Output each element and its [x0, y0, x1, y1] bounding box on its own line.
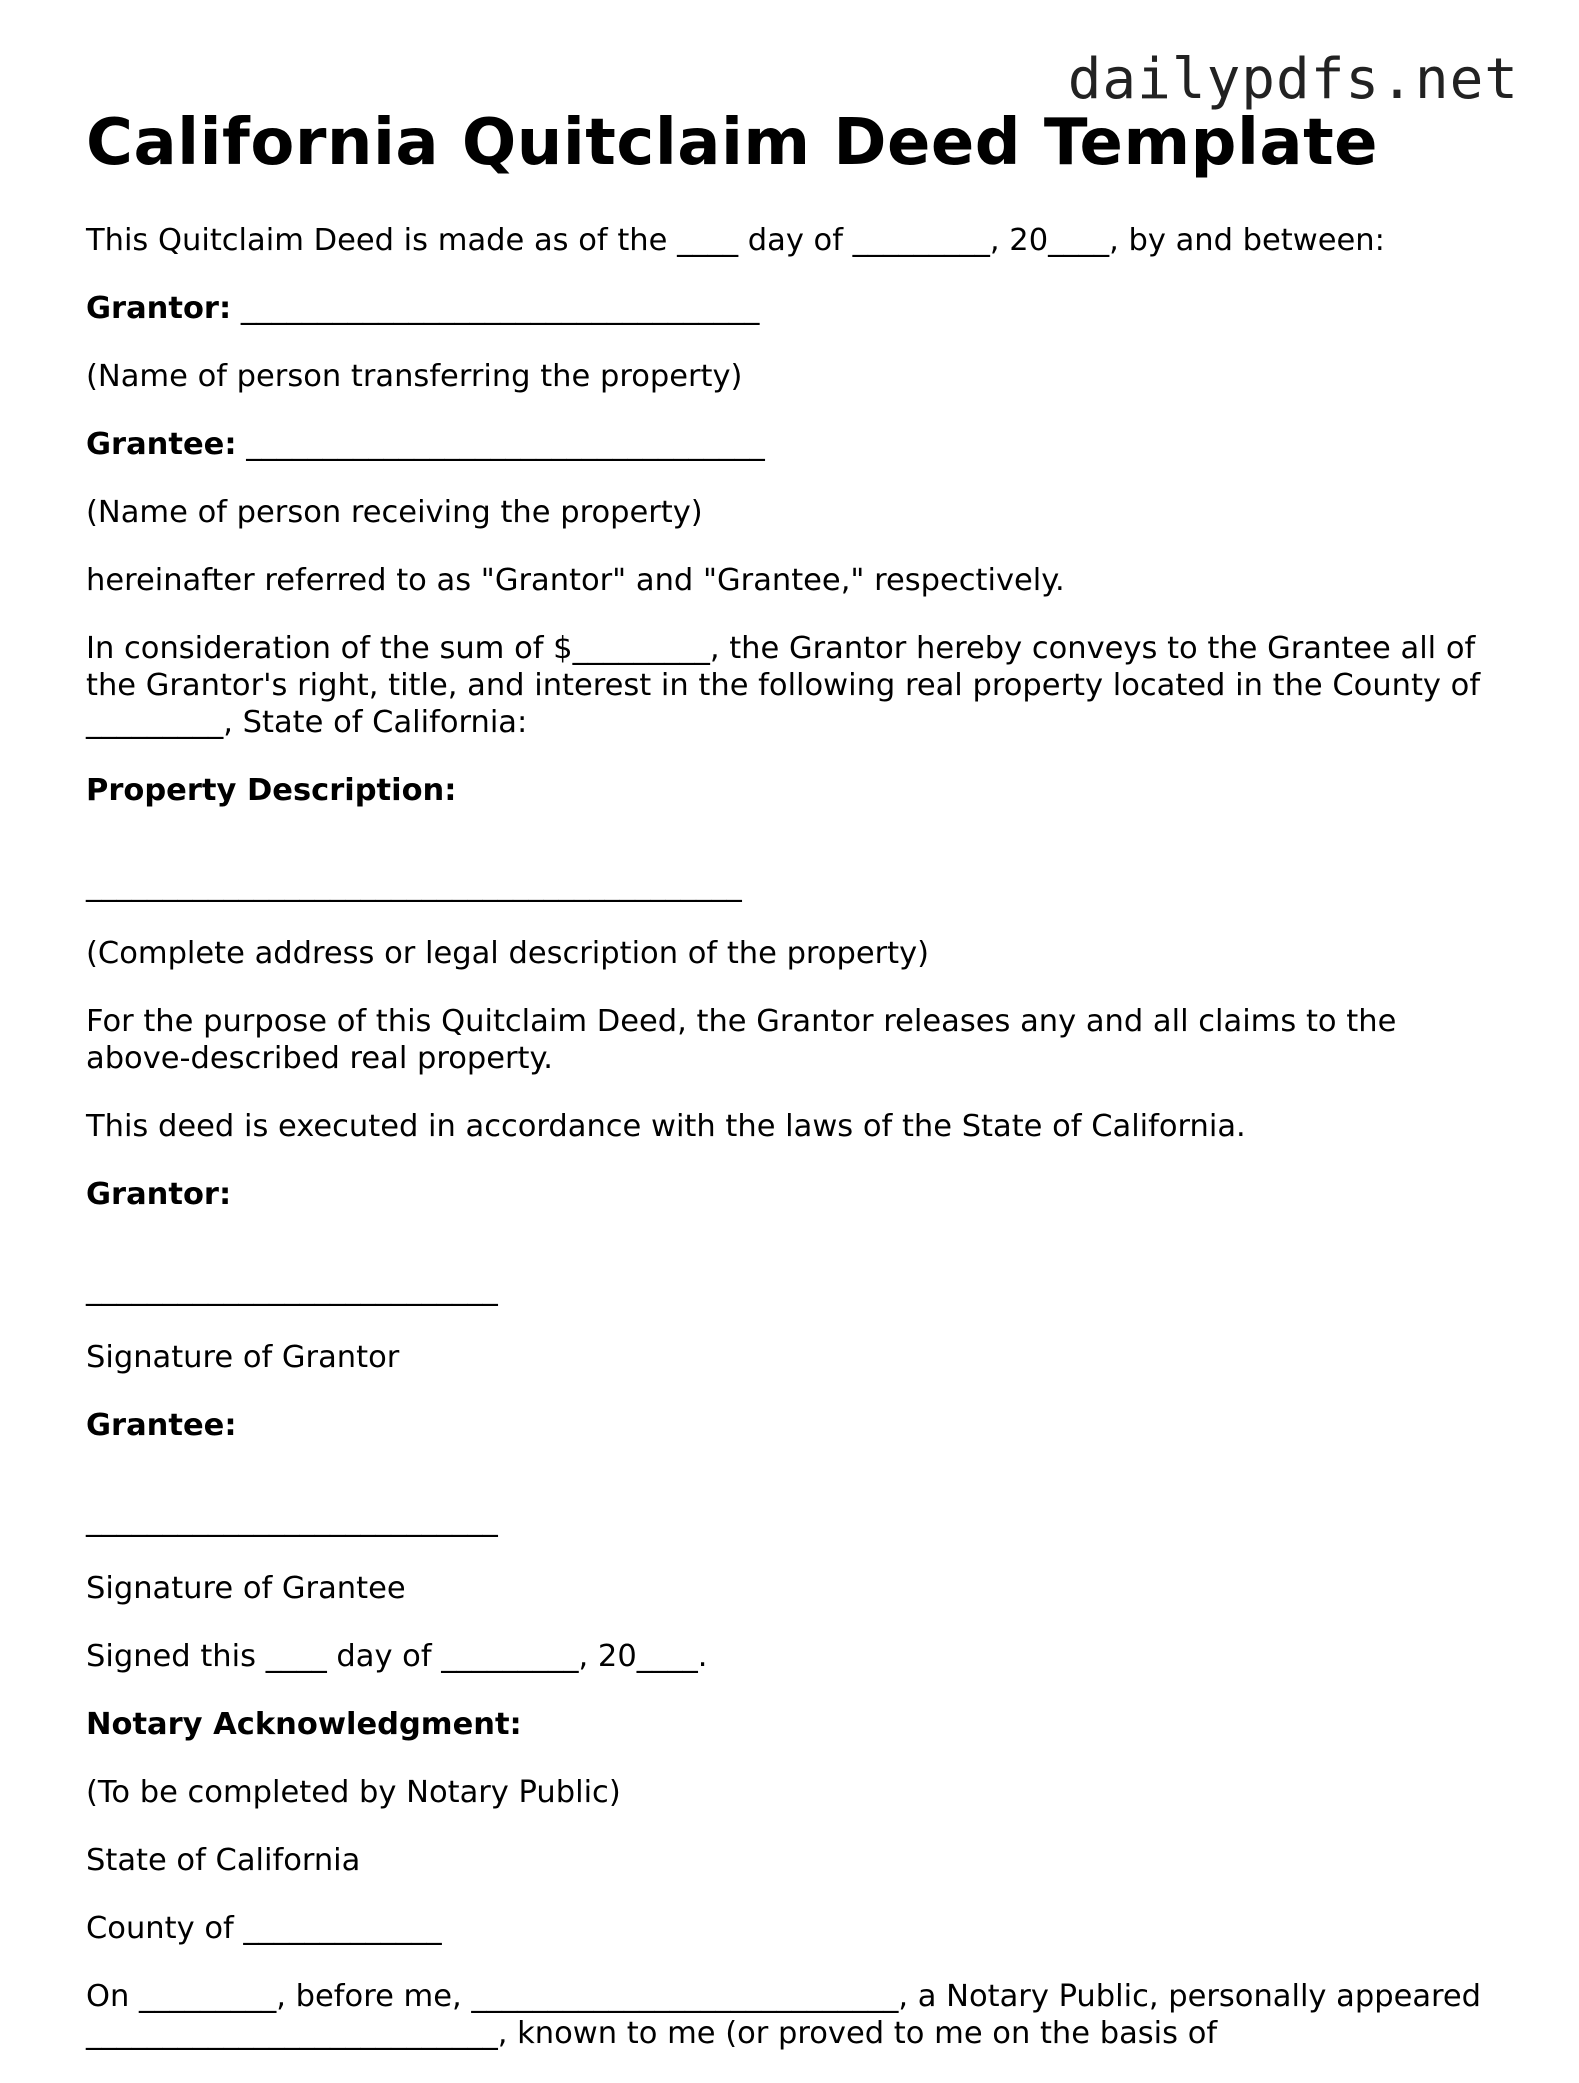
grantee-label: Grantee: — [86, 426, 237, 462]
notary-county: County of _____________ — [86, 1910, 442, 1946]
release-paragraph: For the purpose of this Quitclaim Deed, the Grantor releases any and all claims to the above-described real property. — [86, 1003, 1407, 1076]
notary-statement: On _________, before me, ____________________________, a Notary Public, personally appeared ___________________________, known to me (or proved to me on the basis of — [86, 1978, 1491, 2051]
property-description-blank[interactable]: ___________________________________________ — [86, 867, 742, 903]
document-title: California Quitclaim Deed Template — [86, 106, 1379, 180]
site-watermark: dailypdfs.net — [1067, 47, 1519, 112]
grantee-note: (Name of person receiving the property) — [86, 494, 703, 530]
laws-paragraph: This deed is executed in accordance with the laws of the State of California. — [86, 1108, 1246, 1144]
consideration-paragraph: In consideration of the sum of $_________, the Grantor hereby conveys to the Grantee all of the Grantor's right, title, and interest in the following real property located in the County of _________, State of California: — [86, 630, 1490, 740]
notary-heading: Notary Acknowledgment: — [86, 1706, 522, 1742]
grantor-signature-line[interactable]: ___________________________ — [86, 1271, 498, 1307]
notary-note: (To be completed by Notary Public) — [86, 1774, 621, 1810]
grantee-line — [86, 426, 1506, 463]
grantor-signature-caption: Signature of Grantor — [86, 1339, 400, 1375]
grantee-signature-line[interactable]: ___________________________ — [86, 1502, 498, 1538]
notary-state: State of California — [86, 1842, 361, 1878]
grantee-signature-heading: Grantee: — [86, 1407, 237, 1443]
grantor-name-blank[interactable]: __________________________________ — [231, 290, 760, 326]
hereinafter-paragraph: hereinafter referred to as "Grantor" and "Grantee," respectively. — [86, 562, 1065, 598]
grantor-signature-heading: Grantor: — [86, 1176, 232, 1212]
property-description-note: (Complete address or legal description of the property) — [86, 935, 930, 971]
property-description-heading: Property Description: — [86, 772, 457, 808]
grantee-name-blank[interactable]: __________________________________ — [236, 426, 765, 462]
grantor-note: (Name of person transferring the property) — [86, 358, 743, 394]
grantor-line — [86, 290, 1506, 327]
signed-date-line: Signed this ____ day of _________, 20____. — [86, 1638, 708, 1674]
grantor-label: Grantor: — [86, 290, 232, 326]
grantee-signature-caption: Signature of Grantee — [86, 1570, 406, 1606]
document-body — [86, 108, 1506, 2083]
intro-paragraph: This Quitclaim Deed is made as of the ____ day of _________, 20____, by and between: — [86, 222, 1385, 258]
